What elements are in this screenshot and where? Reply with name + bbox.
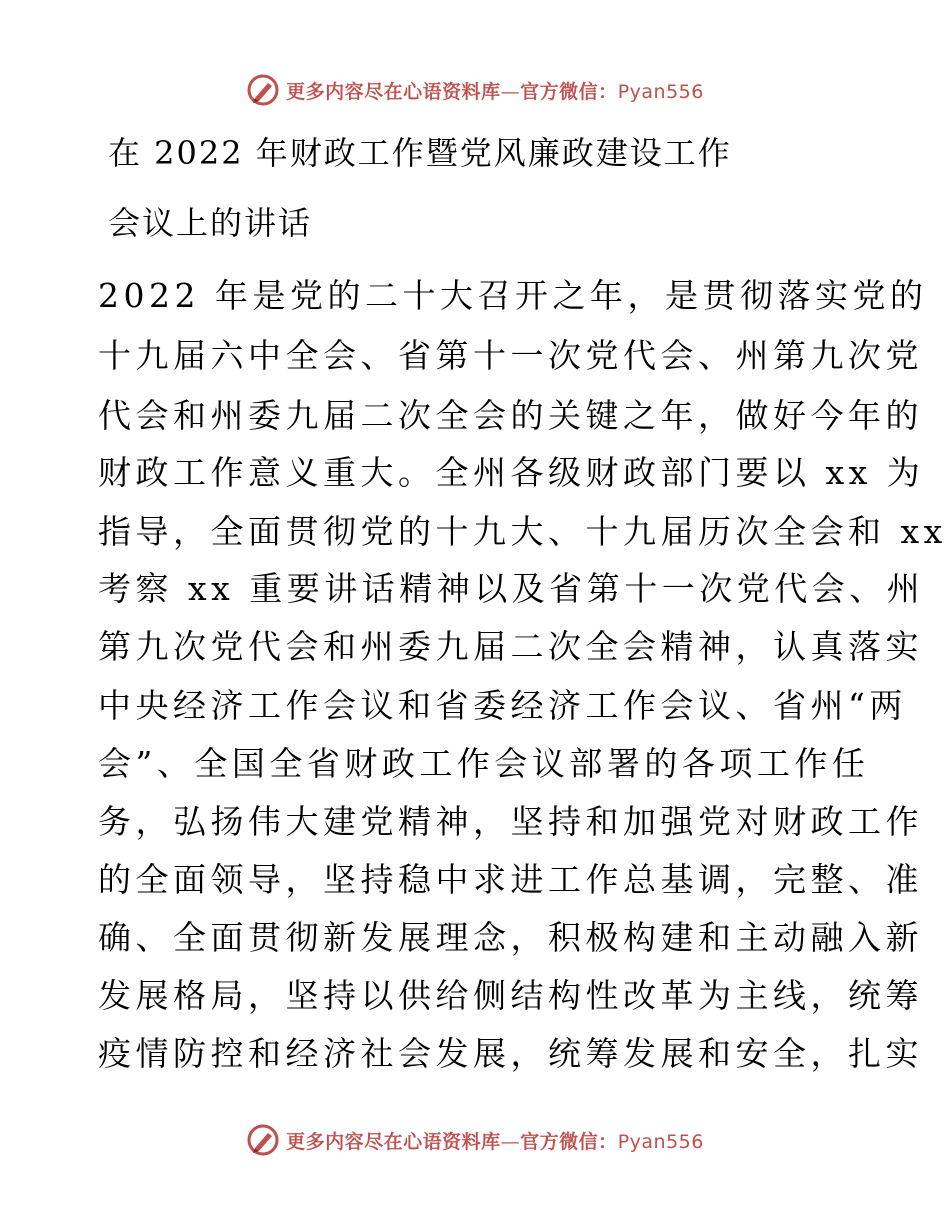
watermark-text: 更多内容尽在心语资料库—官方微信：Pyan556 (286, 1130, 704, 1153)
body-line: 发展格局，坚持以供给侧结构性改革为主线，统筹 (98, 976, 923, 1015)
body-line: 第九次党代会和州委九届二次全会精神，认真落实 (98, 627, 923, 666)
body-line: 代会和州委九届二次全会的关键之年，做好今年的 (98, 396, 923, 435)
body-line: 中央经济工作会议和省委经济工作会议、省州“两 (98, 686, 907, 725)
body-line: 十九届六中全会、省第十一次党代会、州第九次党 (98, 336, 923, 375)
body-line: 务，弘扬伟大建党精神，坚持和加强党对财政工作 (98, 802, 923, 841)
body-line: 的全面领导，坚持稳中求进工作总基调，完整、准 (98, 860, 923, 899)
body-line: 会”、全国全省财政工作会议部署的各项工作任 (98, 744, 870, 783)
body-line: 2022 年是党的二十大召开之年，是贯彻落实党的 (98, 276, 928, 315)
pen-logo-icon (246, 73, 280, 107)
body-line: 疫情防控和经济社会发展，统筹发展和安全，扎实 (98, 1034, 923, 1073)
pen-logo-icon (246, 1123, 280, 1157)
body-line: 确、全面贯彻新发展理念，积极构建和主动融入新 (98, 918, 923, 957)
body-line: 考察 xx 重要讲话精神以及省第十一次党代会、州 (98, 569, 925, 608)
document-title-line-1: 在 2022 年财政工作暨党风廉政建设工作 (108, 134, 732, 172)
watermark-text: 更多内容尽在心语资料库—官方微信：Pyan556 (286, 80, 704, 103)
body-line: 财政工作意义重大。全州各级财政部门要以 xx 为 (98, 453, 925, 492)
header-watermark (0, 70, 950, 110)
document-title-line-2: 会议上的讲话 (108, 204, 313, 242)
body-line: 指导，全面贯彻党的十九大、十九届历次全会和 xx (98, 512, 947, 551)
footer-watermark (0, 1120, 950, 1160)
